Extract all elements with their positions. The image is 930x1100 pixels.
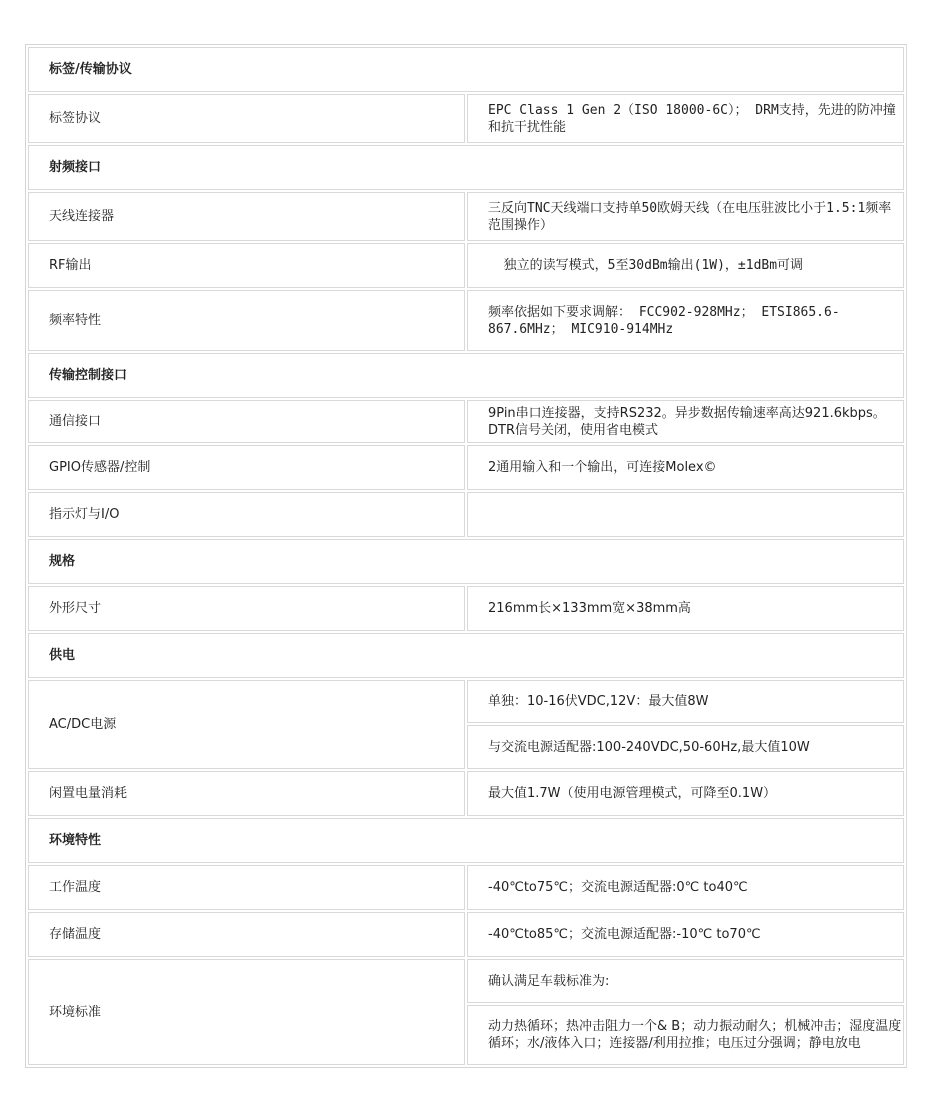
table-row: [28, 959, 904, 1003]
table-row: [28, 492, 904, 537]
row-label-gpio: GPIO传感器/控制: [28, 445, 465, 490]
section-row: [28, 47, 904, 92]
row-value-storage-temp: -40℃to85℃；交流电源适配器:-10℃ to70℃: [467, 912, 904, 957]
row-label-rf-output: RF输出: [28, 243, 465, 288]
spec-table: [25, 44, 907, 1068]
table-row: [28, 192, 904, 241]
row-value-operating-temp: -40℃to75℃；交流电源适配器:0℃ to40℃: [467, 865, 904, 910]
section-title-tag-protocol: 标签/传输协议: [28, 47, 904, 92]
row-label-acdc-power: AC/DC电源: [28, 680, 465, 769]
table-row: [28, 445, 904, 490]
table-row: [28, 290, 904, 351]
row-label-operating-temp: 工作温度: [28, 865, 465, 910]
row-label-env-standard: 环境标准: [28, 959, 465, 1065]
section-title-spec: 规格: [28, 539, 904, 584]
section-row: [28, 145, 904, 190]
row-label-indicator-io: 指示灯与I/O: [28, 492, 465, 537]
row-value-comm-interface: 9Pin串口连接器，支持RS232。异步数据传输速率高达921.6kbps。 DTR信号关闭，使用省电模式: [467, 400, 904, 443]
table-row: [28, 400, 904, 443]
row-value-indicator-io: [467, 492, 904, 537]
table-row: [28, 912, 904, 957]
row-label-antenna-connector: 天线连接器: [28, 192, 465, 241]
row-value-acdc-adapter: 与交流电源适配器:100-240VDC,50-60Hz,最大值10W: [467, 725, 904, 769]
table-row: [28, 586, 904, 631]
section-title-transport-control: 传输控制接口: [28, 353, 904, 398]
row-value-env-standard-list: 动力热循环；热冲击阻力一个& B；动力振动耐久；机械冲击；湿度温度循环；水/液体入口；连接器/利用拉推；电压过分强调；静电放电: [467, 1005, 904, 1065]
section-title-power: 供电: [28, 633, 904, 678]
section-title-environment: 环境特性: [28, 818, 904, 863]
row-label-dimensions: 外形尺寸: [28, 586, 465, 631]
table-row: [28, 94, 904, 143]
row-label-storage-temp: 存储温度: [28, 912, 465, 957]
row-value-env-standard-intro: 确认满足车载标准为:: [467, 959, 904, 1003]
row-label-frequency: 频率特性: [28, 290, 465, 351]
row-value-rf-output: 独立的读写模式，5至30dBm输出(1W)，±1dBm可调: [467, 243, 904, 288]
row-value-tag-protocol: EPC Class 1 Gen 2（ISO 18000-6C）； DRM支持，先进的防冲撞和抗干扰性能: [467, 94, 904, 143]
row-value-acdc-standalone: 单独：10-16伏VDC,12V：最大值8W: [467, 680, 904, 723]
section-row: [28, 633, 904, 678]
table-row: [28, 865, 904, 910]
row-value-gpio: 2通用输入和一个输出，可连接Molex©: [467, 445, 904, 490]
table-row: [28, 680, 904, 723]
row-value-idle-power: 最大值1.7W（使用电源管理模式，可降至0.1W）: [467, 771, 904, 816]
row-label-comm-interface: 通信接口: [28, 400, 465, 443]
section-row: [28, 353, 904, 398]
row-value-frequency: 频率依据如下要求调解： FCC902-928MHz； ETSI865.6-867.6MHz； MIC910-914MHz: [467, 290, 904, 351]
table-row: [28, 771, 904, 816]
row-label-tag-protocol: 标签协议: [28, 94, 465, 143]
row-value-dimensions: 216mm长×133mm宽×38mm高: [467, 586, 904, 631]
section-title-rf-interface: 射频接口: [28, 145, 904, 190]
table-row: [28, 243, 904, 288]
row-value-antenna-connector: 三反向TNC天线端口支持单50欧姆天线（在电压驻波比小于1.5:1频率范围操作）: [467, 192, 904, 241]
row-label-idle-power: 闲置电量消耗: [28, 771, 465, 816]
section-row: [28, 539, 904, 584]
section-row: [28, 818, 904, 863]
